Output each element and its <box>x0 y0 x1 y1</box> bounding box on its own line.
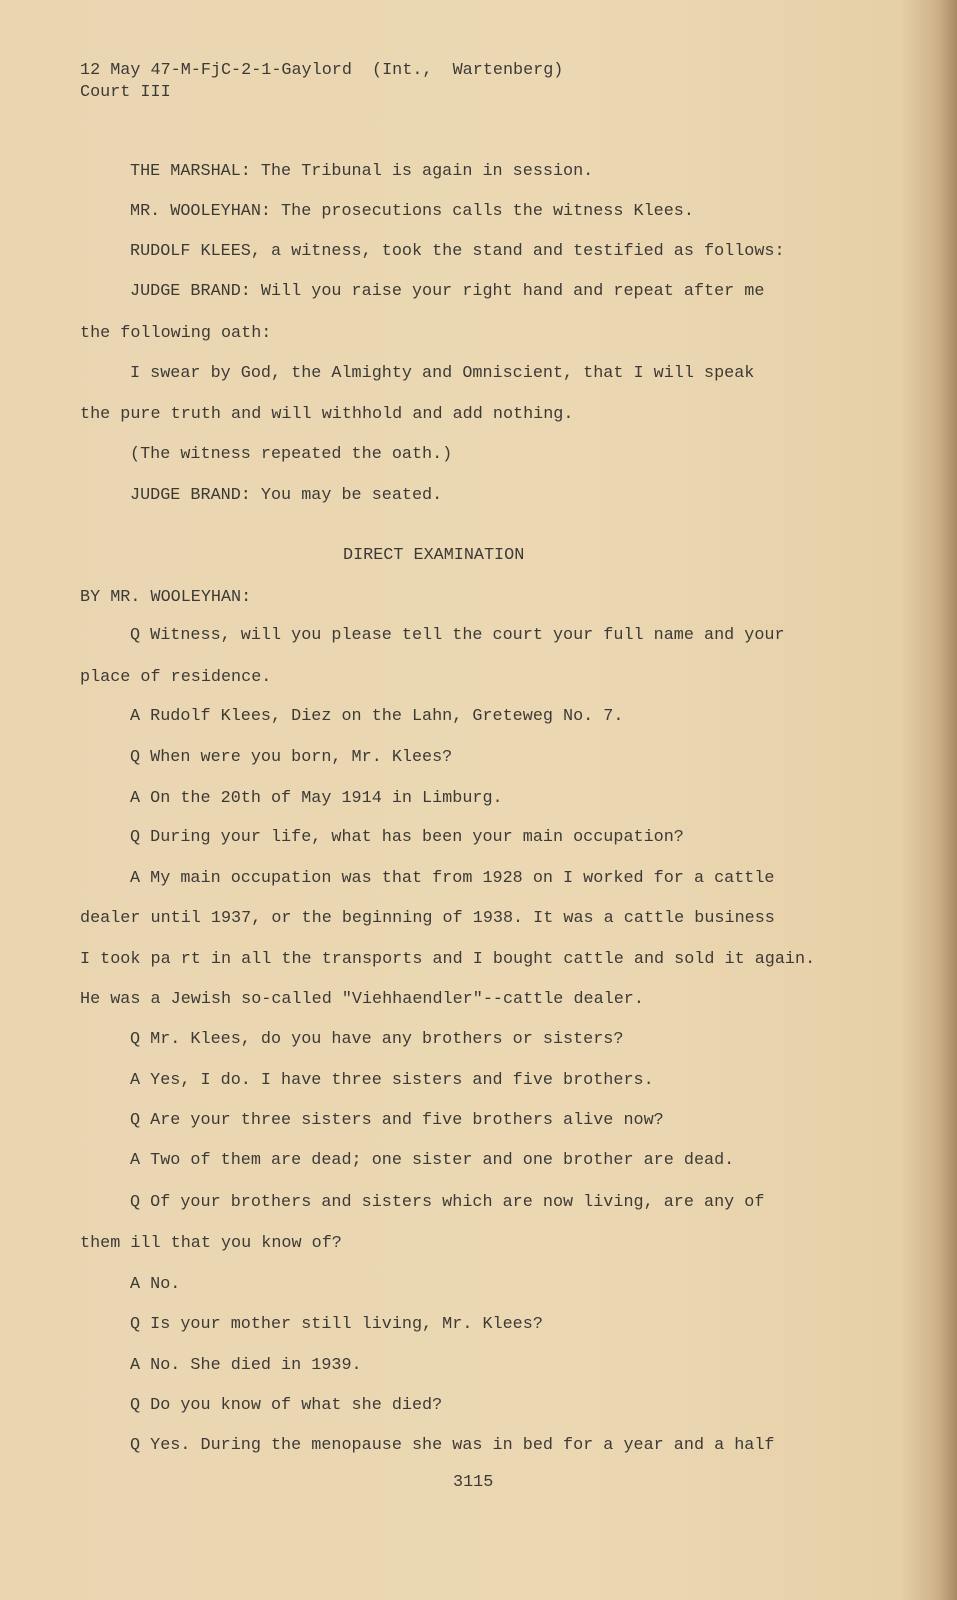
text-line: dealer until 1937, or the beginning of 1938. It was a cattle business <box>80 909 775 928</box>
text-line: BY MR. WOOLEYHAN: <box>80 588 252 607</box>
text-line: A Rudolf Klees, Diez on the Lahn, Greteweg No. 7. <box>130 707 624 726</box>
header-line: 12 May 47-M-FjC-2-1-Gaylord (Int., Wartenberg) <box>80 61 564 80</box>
text-line: Q Witness, will you please tell the court your full name and your <box>130 626 785 645</box>
text-line: He was a Jewish so-called "Viehhaendler"--cattle dealer. <box>80 990 644 1009</box>
text-line: Q Are your three sisters and five brothers alive now? <box>130 1111 664 1130</box>
text-line: Q Yes. During the menopause she was in bed for a year and a half <box>130 1436 775 1455</box>
text-line: THE MARSHAL: The Tribunal is again in session. <box>130 162 594 181</box>
text-line: A Two of them are dead; one sister and one brother are dead. <box>130 1151 735 1170</box>
section-heading: DIRECT EXAMINATION <box>343 546 525 565</box>
text-line: RUDOLF KLEES, a witness, took the stand and testified as follows: <box>130 242 785 261</box>
text-line: MR. WOOLEYHAN: The prosecutions calls the witness Klees. <box>130 202 694 221</box>
text-line: JUDGE BRAND: Will you raise your right hand and repeat after me <box>130 282 765 301</box>
text-line: place of residence. <box>80 668 272 687</box>
text-line: I swear by God, the Almighty and Omniscient, that I will speak <box>130 364 755 383</box>
text-line: Q Is your mother still living, Mr. Klees? <box>130 1315 543 1334</box>
header-line: Court III <box>80 83 171 102</box>
text-line: Q Mr. Klees, do you have any brothers or sisters? <box>130 1030 624 1049</box>
text-line: Q During your life, what has been your main occupation? <box>130 828 684 847</box>
text-line: A No. <box>130 1275 181 1294</box>
text-line: A No. She died in 1939. <box>130 1356 362 1375</box>
text-line: I took pa rt in all the transports and I bought cattle and sold it again. <box>80 950 816 969</box>
text-line: the following oath: <box>80 324 272 343</box>
text-line: A Yes, I do. I have three sisters and five brothers. <box>130 1071 654 1090</box>
text-line: Q Of your brothers and sisters which are now living, are any of <box>130 1193 765 1212</box>
text-line: the pure truth and will withhold and add nothing. <box>80 405 574 424</box>
text-line: them ill that you know of? <box>80 1234 342 1253</box>
text-line: Q When were you born, Mr. Klees? <box>130 748 453 767</box>
text-line: Q Do you know of what she died? <box>130 1396 443 1415</box>
text-line: A On the 20th of May 1914 in Limburg. <box>130 789 503 808</box>
page-number: 3115 <box>453 1473 494 1492</box>
text-line: JUDGE BRAND: You may be seated. <box>130 486 443 505</box>
text-line: A My main occupation was that from 1928 on I worked for a cattle <box>130 869 775 888</box>
text-line: (The witness repeated the oath.) <box>130 445 453 464</box>
